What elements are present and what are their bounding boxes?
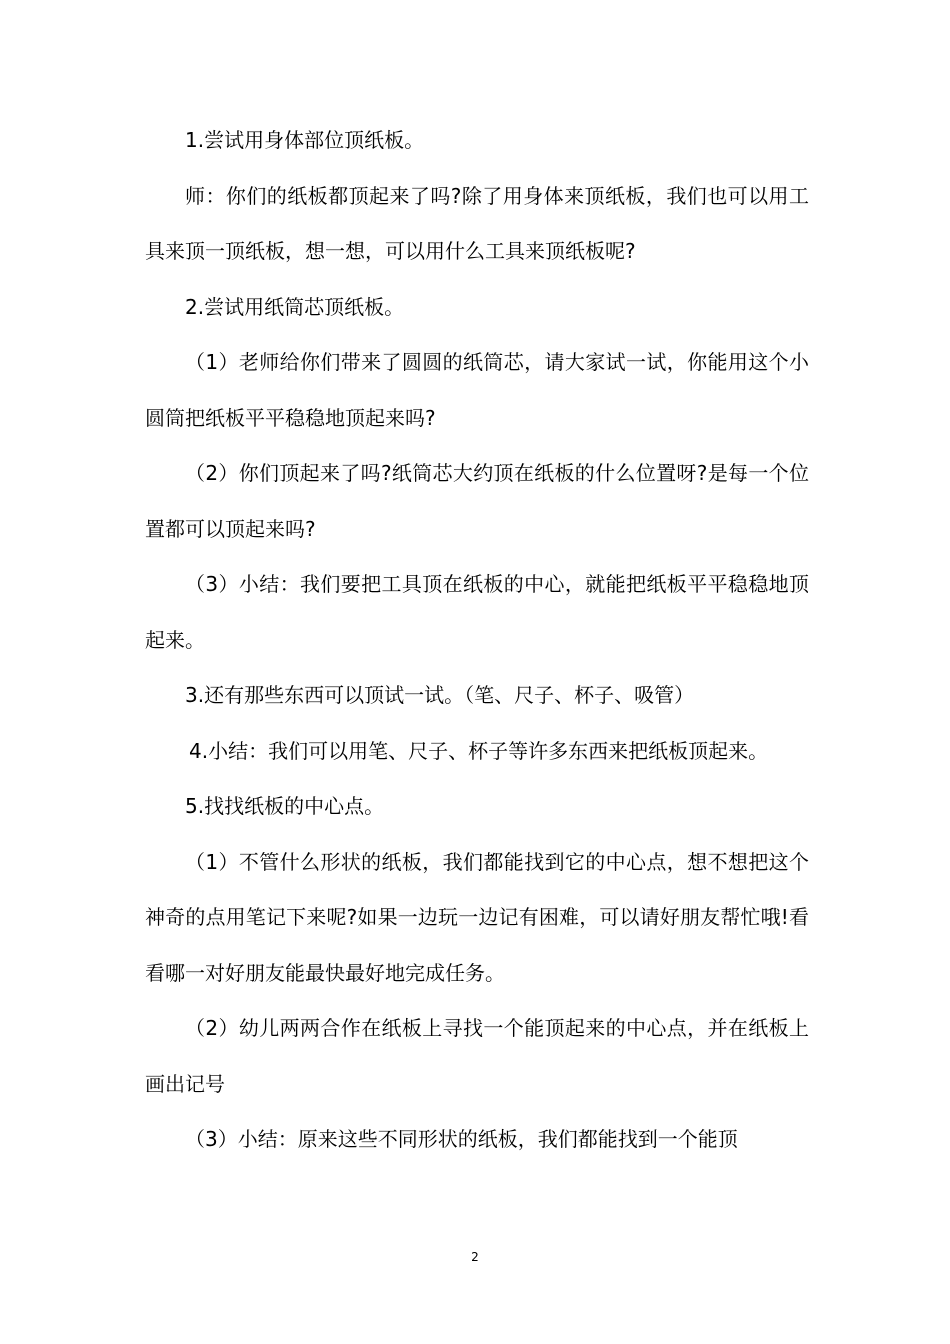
paragraph-6: （3）小结：我们要把工具顶在纸板的中心，就能把纸板平平稳稳地顶起来。 <box>145 572 809 652</box>
paragraph-4: （1）老师给你们带来了圆圆的纸筒芯，请大家试一试，你能用这个小圆筒把纸板平平稳稳地顶起来吗? <box>145 350 809 430</box>
paragraph-8: 4.小结：我们可以用笔、尺子、杯子等许多东西来把纸板顶起来。 <box>189 738 769 763</box>
paragraph-7: 3.还有那些东西可以顶试一试。（笔、尺子、杯子、吸管） <box>185 683 695 707</box>
paragraph-1: 1.尝试用身体部位顶纸板。 <box>185 128 425 152</box>
paragraph-11: （2）幼儿两两合作在纸板上寻找一个能顶起来的中心点，并在纸板上画出记号 <box>145 1016 809 1096</box>
page-number: 2 <box>471 1250 479 1264</box>
paragraph-9: 5.找找纸板的中心点。 <box>185 794 385 818</box>
paragraph-5: （2）你们顶起来了吗?纸筒芯大约顶在纸板的什么位置呀?是每一个位置都可以顶起来吗? <box>145 461 809 541</box>
paragraph-2: 师：你们的纸板都顶起来了吗?除了用身体来顶纸板，我们也可以用工具来顶一顶纸板，想一想，可以用什么工具来顶纸板呢? <box>145 183 809 263</box>
paragraph-10: （1）不管什么形状的纸板，我们都能找到它的中心点，想不想把这个神奇的点用笔记下来呢?如果一边玩一边记有困难，可以请好朋友帮忙哦!看看哪一对好朋友能最快最好地完成任务。 <box>145 849 809 985</box>
document-body <box>145 113 809 1168</box>
paragraph-12: （3）小结：原来这些不同形状的纸板，我们都能找到一个能顶 <box>185 1127 738 1151</box>
paragraph-3: 2.尝试用纸筒芯顶纸板。 <box>185 294 405 319</box>
